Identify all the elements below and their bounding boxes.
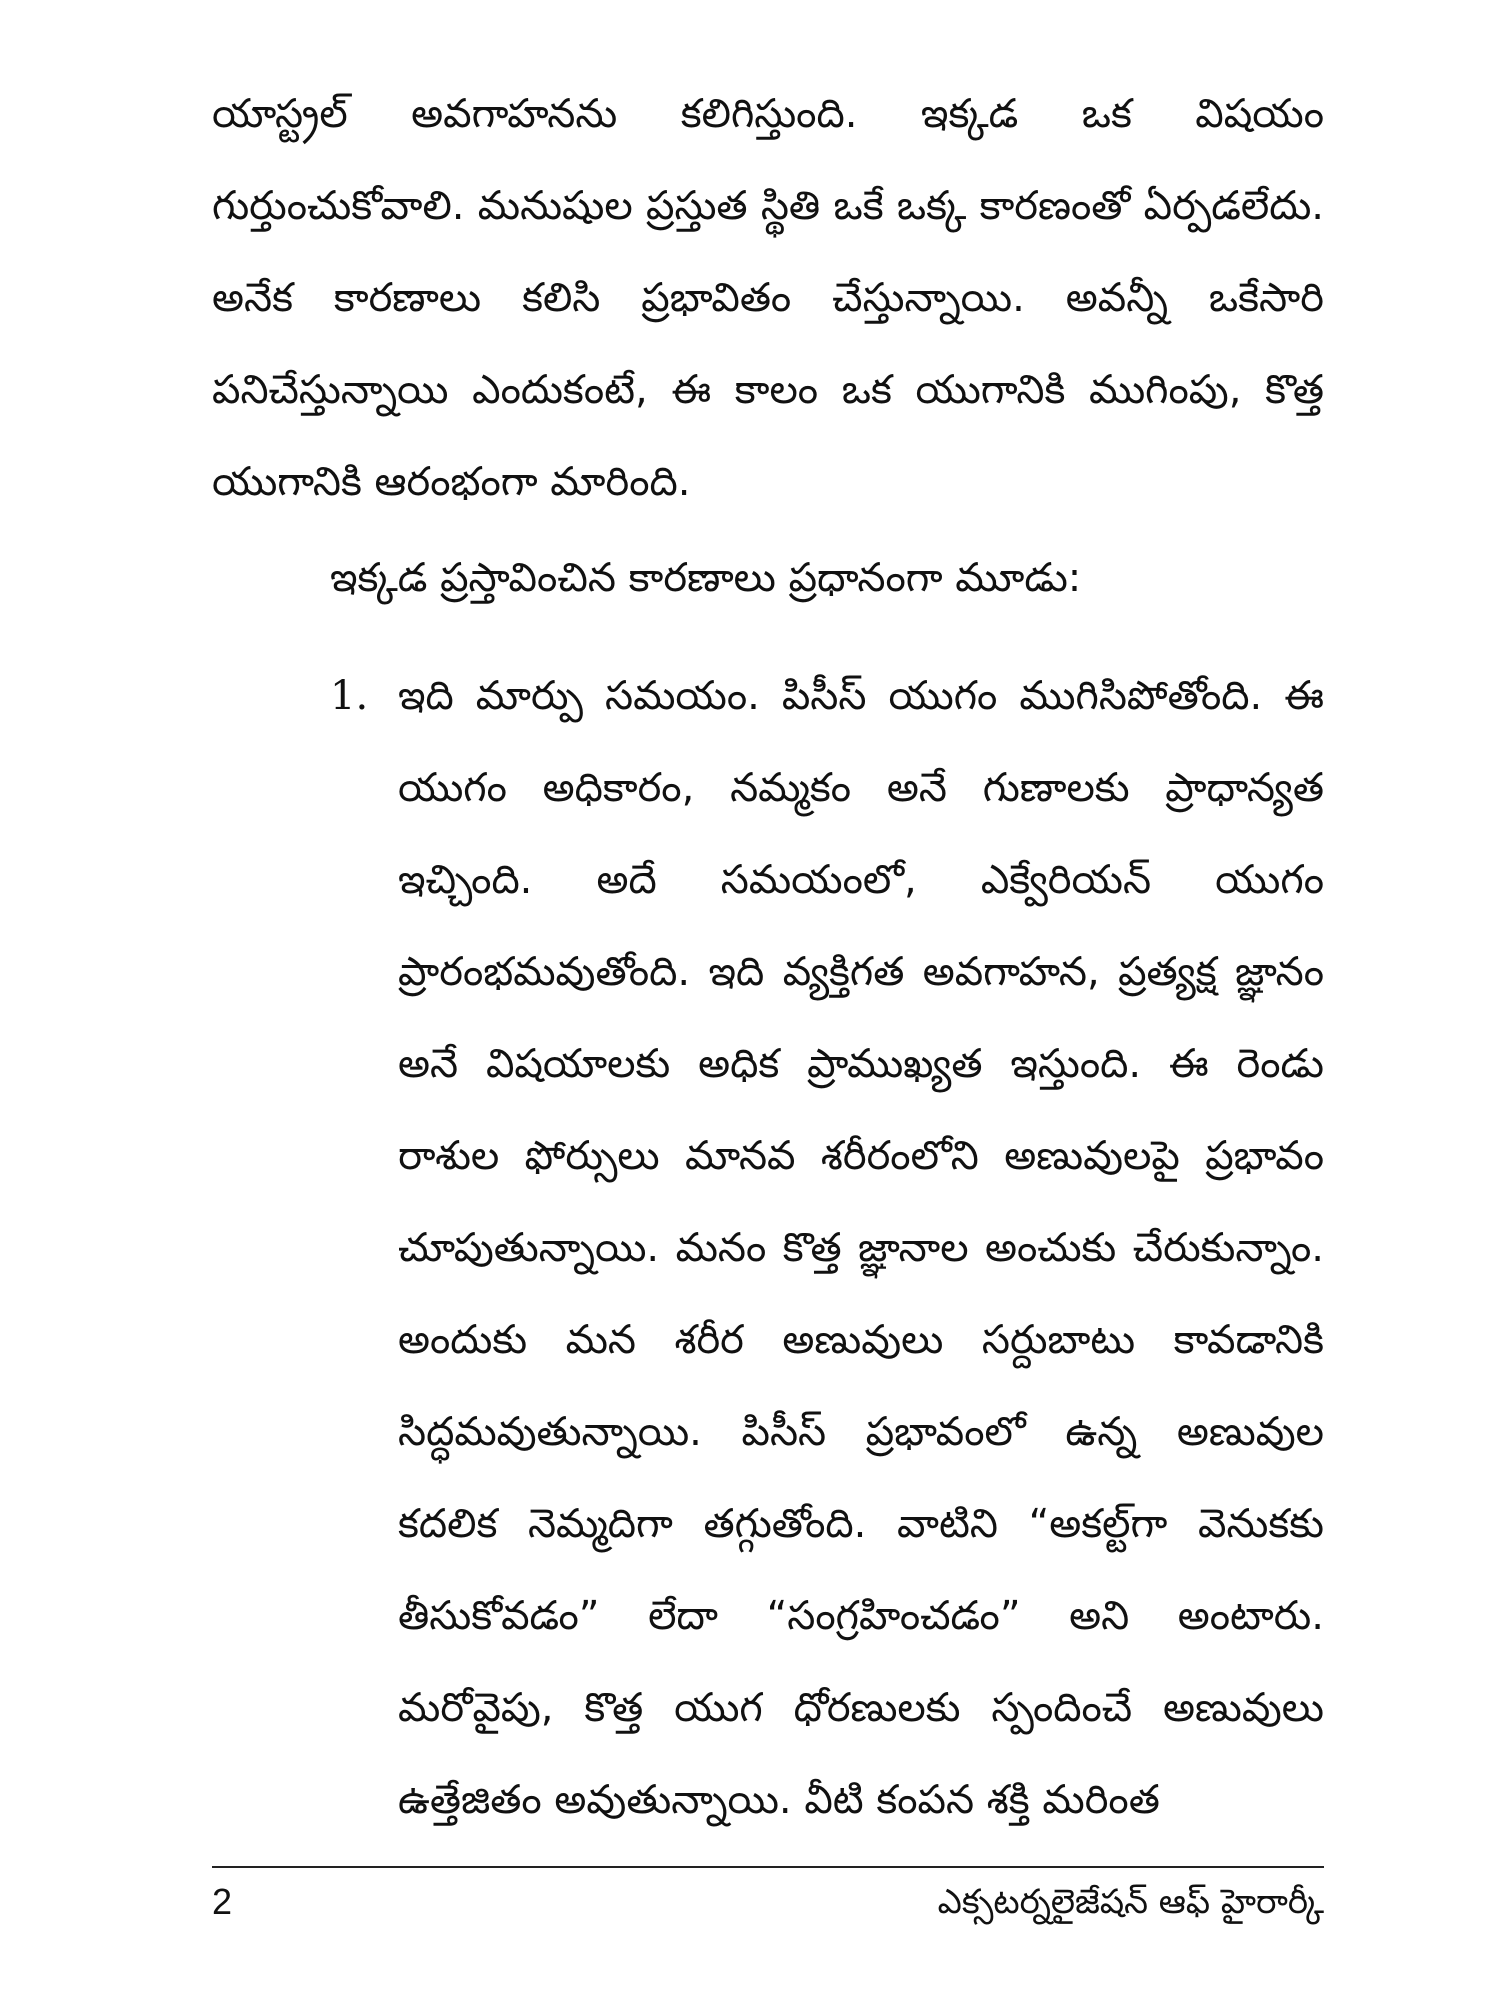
page-number: 2 xyxy=(212,1881,233,1922)
list-intro: ఇక్కడ ప్రస్తావించిన కారణాలు ప్రధానంగా మూడు: xyxy=(330,555,1082,601)
list-item xyxy=(330,650,1324,1846)
body-paragraph: యాస్ట్రల్ అవగాహనను కలిగిస్తుంది. ఇక్కడ ఒక విషయం గుర్తుంచుకోవాలి. మనుషుల ప్రస్తుత స్థితి ఒకే ఒక్క కారణంతో ఏర్పడలేదు. అనేక కారణాలు కలిసి ప్రభావితం చేస్తున్నాయి. అవన్నీ ఒకేసారి పనిచేస్తున్నాయి ఎందుకంటే, ఈ కాలం ఒక యుగానికి ముగింపు, కొత్త యుగానికి ఆరంభంగా మారింది. xyxy=(212,91,1324,505)
running-title: ఎక్సటర్నలైజేషన్ ఆఫ్ హైరార్కీ xyxy=(937,1882,1324,1922)
list-item-number: 1. xyxy=(330,673,369,719)
numbered-list xyxy=(330,650,1324,1846)
list-item-text: ఇది మార్పు సమయం. పిసీస్ యుగం ముగిసిపోతోంది. ఈ యుగం అధికారం, నమ్మకం అనే గుణాలకు ప్రాధాన్యత ఇచ్చింది. అదే సమయంలో, ఎక్వేరియన్ యుగం ప్రారంభమవుతోంది. ఇది వ్యక్తిగత అవగాహన, ప్రత్యక్ష జ్ఞానం అనే విషయాలకు అధిక ప్రాముఖ్యత ఇస్తుంది. ఈ రెండు రాశుల ఫోర్సులు మానవ శరీరంలోని అణువులపై ప్రభావం చూపుతున్నాయి. మనం కొత్త జ్ఞానాల అంచుకు చేరుకున్నాం. అందుకు మన శరీర అణువులు సర్దుబాటు కావడానికి సిద్ధమవుతున్నాయి. పిసీస్ ప్రభావంలో ఉన్న అణువుల కదలిక నెమ్మదిగా తగ్గుతోంది. వాటిని “అకల్ట్‌గా వెనుకకు తీసుకోవడం” లేదా “సంగ్రహించడం” అని అంటారు. మరోవైపు, కొత్త యుగ ధోరణులకు స్పందించే అణువులు ఉత్తేజితం అవుతున్నాయి. వీటి కంపన శక్తి మరింత xyxy=(398,673,1324,1823)
footer-divider xyxy=(212,1866,1324,1868)
